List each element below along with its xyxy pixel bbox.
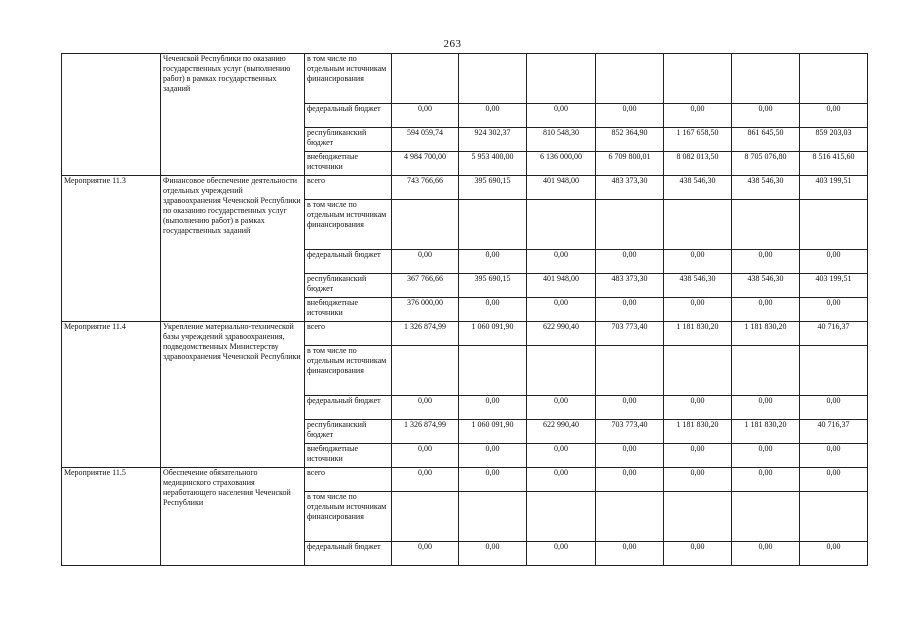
- amount-cell: 8 516 415,60: [800, 152, 868, 176]
- amount-cell: 622 990,40: [527, 420, 596, 444]
- amount-cell: 0,00: [800, 298, 868, 322]
- amount-cell: [527, 54, 596, 104]
- amount-cell: 1 060 091,90: [459, 322, 527, 346]
- amount-cell: 0,00: [527, 468, 596, 492]
- amount-cell: 0,00: [392, 468, 459, 492]
- amount-cell: 8 705 076,80: [732, 152, 800, 176]
- amount-cell: 810 548,30: [527, 128, 596, 152]
- amount-cell: 743 766,66: [392, 176, 459, 200]
- amount-cell: 0,00: [596, 396, 664, 420]
- amount-cell: 0,00: [732, 298, 800, 322]
- amount-cell: [527, 200, 596, 250]
- amount-cell: 0,00: [732, 542, 800, 566]
- amount-cell: 0,00: [664, 104, 732, 128]
- amount-cell: 0,00: [664, 250, 732, 274]
- table-row: [62, 468, 868, 492]
- amount-cell: 0,00: [664, 542, 732, 566]
- measure-name-cell: Мероприятие 11.5: [62, 468, 161, 566]
- amount-cell: 438 546,30: [732, 274, 800, 298]
- measure-description-cell: Обеспечение обязательного медицинского страхования неработающего населения Чеченской Республики: [161, 468, 305, 566]
- amount-cell: 1 181 830,20: [732, 322, 800, 346]
- amount-cell: 1 326 874,99: [392, 420, 459, 444]
- amount-cell: [800, 492, 868, 542]
- amount-cell: [392, 54, 459, 104]
- amount-cell: 395 690,15: [459, 176, 527, 200]
- amount-cell: 438 546,30: [664, 176, 732, 200]
- funding-source-cell: в том числе по отдельным источникам финансирования: [305, 54, 392, 104]
- amount-cell: 0,00: [459, 298, 527, 322]
- funding-source-cell: в том числе по отдельным источникам финансирования: [305, 346, 392, 396]
- measure-name-cell: Мероприятие 11.4: [62, 322, 161, 468]
- amount-cell: 5 953 400,00: [459, 152, 527, 176]
- amount-cell: 0,00: [392, 250, 459, 274]
- amount-cell: 403 199,51: [800, 274, 868, 298]
- amount-cell: 0,00: [459, 396, 527, 420]
- amount-cell: [596, 200, 664, 250]
- amount-cell: 0,00: [800, 250, 868, 274]
- amount-cell: 703 773,40: [596, 420, 664, 444]
- amount-cell: 852 364,90: [596, 128, 664, 152]
- amount-cell: 0,00: [459, 250, 527, 274]
- amount-cell: [459, 492, 527, 542]
- funding-source-cell: всего: [305, 468, 392, 492]
- amount-cell: [800, 54, 868, 104]
- amount-cell: 0,00: [664, 396, 732, 420]
- amount-cell: 0,00: [596, 298, 664, 322]
- amount-cell: [732, 346, 800, 396]
- funding-source-cell: федеральный бюджет: [305, 542, 392, 566]
- amount-cell: 861 645,50: [732, 128, 800, 152]
- funding-source-cell: республиканский бюджет: [305, 420, 392, 444]
- amount-cell: 924 302,37: [459, 128, 527, 152]
- funding-source-cell: федеральный бюджет: [305, 250, 392, 274]
- funding-source-cell: в том числе по отдельным источникам финансирования: [305, 492, 392, 542]
- amount-cell: [392, 346, 459, 396]
- amount-cell: 1 181 830,20: [732, 420, 800, 444]
- amount-cell: 0,00: [800, 468, 868, 492]
- measure-name-cell: Мероприятие 11.3: [62, 176, 161, 322]
- amount-cell: 483 373,30: [596, 274, 664, 298]
- table-row: [62, 54, 868, 104]
- amount-cell: 0,00: [800, 444, 868, 468]
- amount-cell: [596, 346, 664, 396]
- amount-cell: [664, 346, 732, 396]
- measure-name-cell: [62, 54, 161, 176]
- amount-cell: 1 181 830,20: [664, 420, 732, 444]
- amount-cell: 401 948,00: [527, 176, 596, 200]
- measure-description-cell: Укрепление материально-технической базы учреждений здравоохранения, подведомственных Министерству здравоохранения Чеченской Республики: [161, 322, 305, 468]
- amount-cell: 0,00: [800, 104, 868, 128]
- amount-cell: 0,00: [800, 542, 868, 566]
- amount-cell: 0,00: [596, 104, 664, 128]
- measure-description-cell: Чеченской Республики по оказанию государственных услуг (выполнению работ) в рамках государственных заданий: [161, 54, 305, 176]
- amount-cell: 0,00: [527, 298, 596, 322]
- amount-cell: 0,00: [596, 444, 664, 468]
- amount-cell: [392, 492, 459, 542]
- amount-cell: [596, 492, 664, 542]
- amount-cell: [664, 200, 732, 250]
- funding-source-cell: внебюджетные источники: [305, 444, 392, 468]
- amount-cell: 438 546,30: [732, 176, 800, 200]
- table-row: [62, 176, 868, 200]
- measure-description-cell: Финансовое обеспечение деятельности отдельных учреждений здравоохранения Чеченской Республики по оказанию государственных услуг (выполнению работ) в рамках государственных заданий: [161, 176, 305, 322]
- amount-cell: 438 546,30: [664, 274, 732, 298]
- amount-cell: 8 082 013,50: [664, 152, 732, 176]
- amount-cell: 40 716,37: [800, 322, 868, 346]
- budget-table: [61, 53, 868, 566]
- amount-cell: 859 203,03: [800, 128, 868, 152]
- table-row: [62, 322, 868, 346]
- amount-cell: 0,00: [732, 250, 800, 274]
- amount-cell: 0,00: [392, 542, 459, 566]
- amount-cell: 0,00: [392, 104, 459, 128]
- amount-cell: 367 766,66: [392, 274, 459, 298]
- page-number: 263: [443, 38, 462, 50]
- amount-cell: 0,00: [732, 396, 800, 420]
- amount-cell: 4 984 700,00: [392, 152, 459, 176]
- amount-cell: 0,00: [800, 396, 868, 420]
- amount-cell: 6 709 800,01: [596, 152, 664, 176]
- amount-cell: 0,00: [527, 542, 596, 566]
- amount-cell: 1 181 830,20: [664, 322, 732, 346]
- amount-cell: 0,00: [596, 468, 664, 492]
- amount-cell: [800, 346, 868, 396]
- amount-cell: 483 373,30: [596, 176, 664, 200]
- amount-cell: 703 773,40: [596, 322, 664, 346]
- funding-source-cell: внебюджетные источники: [305, 298, 392, 322]
- amount-cell: 1 326 874,99: [392, 322, 459, 346]
- amount-cell: 40 716,37: [800, 420, 868, 444]
- amount-cell: 0,00: [664, 468, 732, 492]
- amount-cell: 376 000,00: [392, 298, 459, 322]
- amount-cell: [459, 54, 527, 104]
- funding-source-cell: республиканский бюджет: [305, 274, 392, 298]
- funding-source-cell: в том числе по отдельным источникам финансирования: [305, 200, 392, 250]
- amount-cell: [732, 492, 800, 542]
- amount-cell: 0,00: [527, 104, 596, 128]
- amount-cell: 0,00: [527, 250, 596, 274]
- amount-cell: 395 690,15: [459, 274, 527, 298]
- amount-cell: 0,00: [392, 396, 459, 420]
- funding-source-cell: всего: [305, 322, 392, 346]
- amount-cell: 1 060 091,90: [459, 420, 527, 444]
- amount-cell: 0,00: [732, 444, 800, 468]
- amount-cell: 0,00: [732, 468, 800, 492]
- funding-source-cell: внебюджетные источники: [305, 152, 392, 176]
- amount-cell: 401 948,00: [527, 274, 596, 298]
- amount-cell: 0,00: [392, 444, 459, 468]
- amount-cell: [664, 492, 732, 542]
- amount-cell: [527, 492, 596, 542]
- amount-cell: 594 059,74: [392, 128, 459, 152]
- amount-cell: [732, 200, 800, 250]
- amount-cell: 0,00: [459, 104, 527, 128]
- amount-cell: 622 990,40: [527, 322, 596, 346]
- amount-cell: 0,00: [664, 444, 732, 468]
- amount-cell: 0,00: [459, 444, 527, 468]
- amount-cell: 0,00: [664, 298, 732, 322]
- amount-cell: 6 136 000,00: [527, 152, 596, 176]
- amount-cell: [527, 346, 596, 396]
- amount-cell: [800, 200, 868, 250]
- amount-cell: 0,00: [596, 542, 664, 566]
- amount-cell: 0,00: [527, 396, 596, 420]
- amount-cell: [596, 54, 664, 104]
- amount-cell: [664, 54, 732, 104]
- amount-cell: 1 167 658,50: [664, 128, 732, 152]
- amount-cell: [732, 54, 800, 104]
- amount-cell: 0,00: [459, 468, 527, 492]
- funding-source-cell: федеральный бюджет: [305, 396, 392, 420]
- amount-cell: [459, 346, 527, 396]
- funding-source-cell: республиканский бюджет: [305, 128, 392, 152]
- amount-cell: [392, 200, 459, 250]
- amount-cell: 403 199,51: [800, 176, 868, 200]
- amount-cell: 0,00: [459, 542, 527, 566]
- amount-cell: 0,00: [596, 250, 664, 274]
- amount-cell: 0,00: [527, 444, 596, 468]
- amount-cell: 0,00: [732, 104, 800, 128]
- funding-source-cell: федеральный бюджет: [305, 104, 392, 128]
- amount-cell: [459, 200, 527, 250]
- funding-source-cell: всего: [305, 176, 392, 200]
